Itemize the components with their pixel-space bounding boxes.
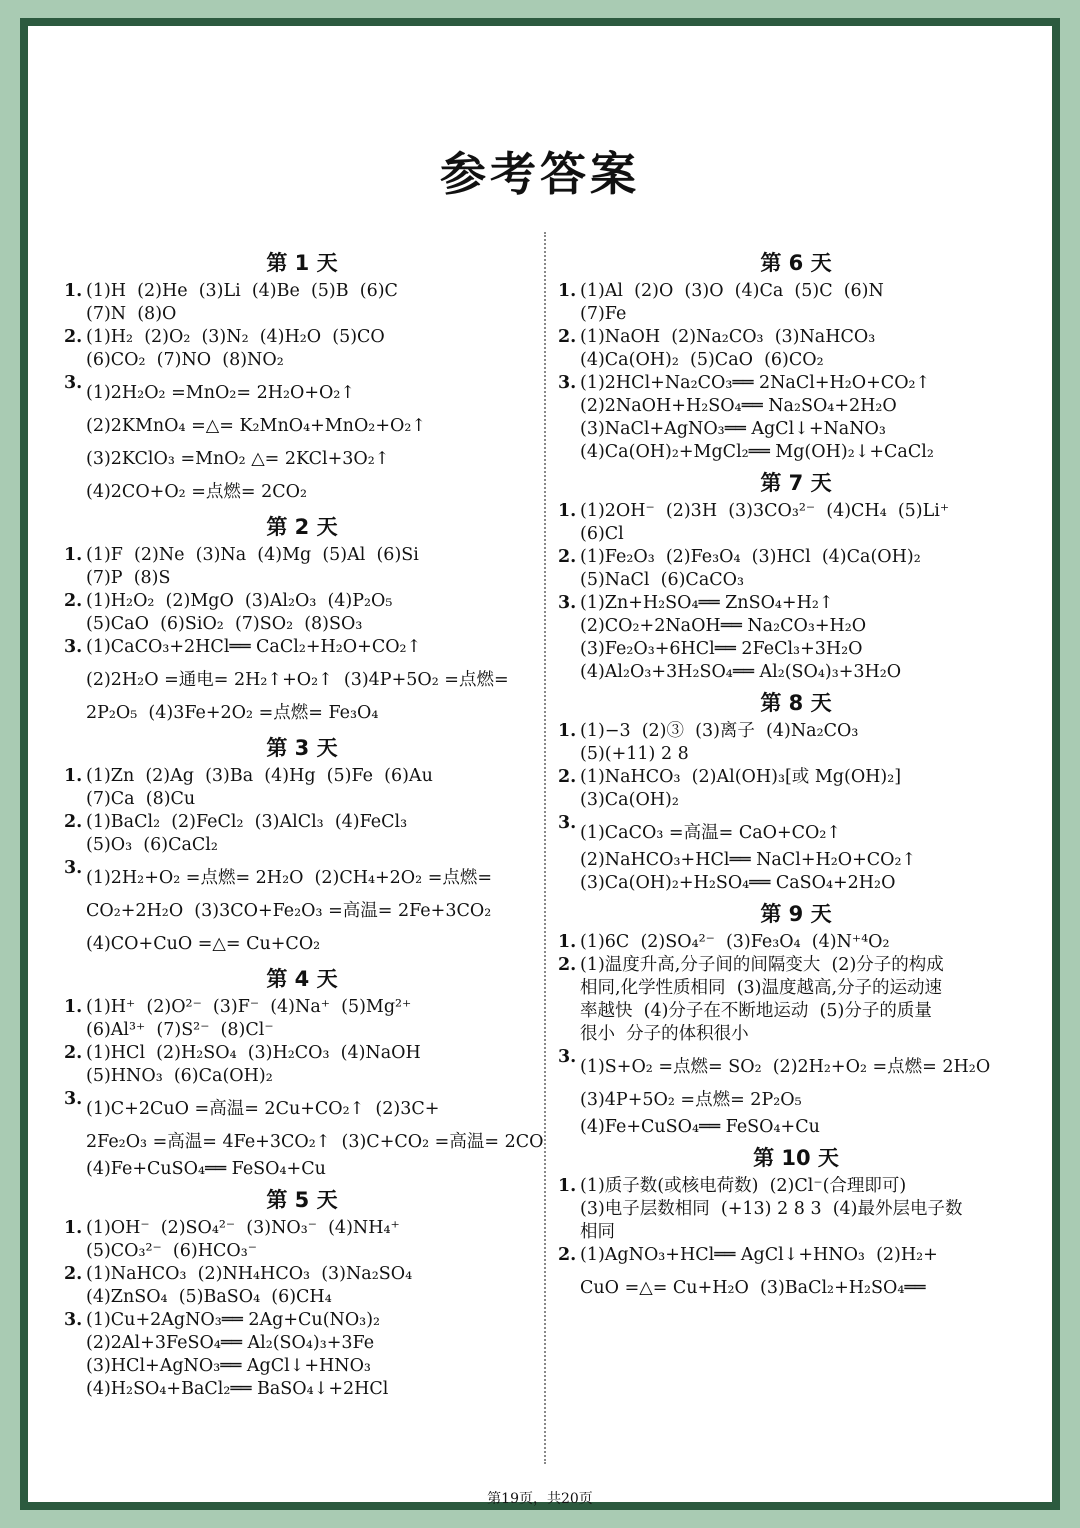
answer-line: 率越快 (4)分子在不断地运动 (5)分子的质量 — [580, 1001, 932, 1021]
answer-line: (1)质子数(或核电荷数) (2)Cl⁻(合理即可) — [580, 1176, 907, 1196]
answer-lines — [580, 500, 1034, 546]
answer-line: (2)2Al+3FeSO₄══ Al₂(SO₄)₃+3Fe — [86, 1333, 375, 1353]
answer-line: (7)Fe — [580, 304, 627, 324]
answer-line: (2)2NaOH+H₂SO₄══ Na₂SO₄+2H₂O — [580, 396, 897, 416]
answer-lines — [580, 954, 1034, 1046]
answer-line: (3)Ca(OH)₂+H₂SO₄══ CaSO₄+2H₂O — [580, 873, 896, 893]
day-section — [558, 248, 1034, 464]
answer-line: (1)NaHCO₃ (2)NH₄HCO₃ (3)Na₂SO₄ — [86, 1264, 413, 1284]
question-number: 1. — [64, 766, 83, 786]
right-column — [558, 248, 1034, 1308]
page-border — [20, 18, 1060, 1510]
answer-line: (5)NaCl (6)CaCO₃ — [580, 570, 745, 590]
answer-lines — [580, 546, 1034, 592]
answer-line: (1)温度升高,分子间的间隔变大 (2)分子的构成 — [580, 955, 944, 975]
answer-line: CuO =△= Cu+H₂O (3)BaCl₂+H₂SO₄══ — [580, 1278, 926, 1298]
answer-line: (1)F (2)Ne (3)Na (4)Mg (5)Al (6)Si — [86, 545, 419, 565]
answer-line: (4)Al₂O₃+3H₂SO₄══ Al₂(SO₄)₃+3H₂O — [580, 662, 902, 682]
day-title: 第 10 天 — [753, 1146, 839, 1170]
answer-line: (2)2H₂O =通电= 2H₂↑+O₂↑ (3)4P+5O₂ =点燃= — [86, 670, 509, 690]
page-title: 参考答案 — [440, 147, 640, 201]
question-number: 1. — [64, 1218, 83, 1238]
answer-line: (1)OH⁻ (2)SO₄²⁻ (3)NO₃⁻ (4)NH₄⁺ — [86, 1218, 400, 1238]
answer-lines — [580, 1175, 1034, 1244]
answer-line: (1)H (2)He (3)Li (4)Be (5)B (6)C — [86, 281, 398, 301]
answer-lines — [86, 590, 540, 636]
answer-line: (2)CO₂+2NaOH══ Na₂CO₃+H₂O — [580, 616, 867, 636]
answer-line: (2)NaHCO₃+HCl══ NaCl+H₂O+CO₂↑ — [580, 850, 917, 870]
answer-lines — [580, 1244, 1034, 1304]
question — [64, 857, 540, 960]
left-column — [64, 248, 544, 1405]
answer-line: (4)Ca(OH)₂ (5)CaO (6)CO₂ — [580, 350, 824, 370]
question-number: 2. — [64, 812, 83, 832]
question — [64, 1263, 540, 1309]
answer-line: (5)O₃ (6)CaCl₂ — [86, 835, 218, 855]
day-section — [64, 964, 544, 1181]
question-number: 1. — [558, 281, 577, 301]
question — [558, 546, 1034, 592]
question — [558, 500, 1034, 546]
question — [558, 1244, 1034, 1304]
day-section — [558, 688, 1034, 895]
question — [64, 1309, 540, 1401]
question — [64, 1088, 544, 1181]
answer-lines — [86, 372, 540, 508]
answer-line: (7)Ca (8)Cu — [86, 789, 196, 809]
answer-lines — [580, 812, 1034, 895]
question — [558, 766, 1034, 812]
answer-line: (4)Fe+CuSO₄══ FeSO₄+Cu — [580, 1117, 820, 1137]
answer-lines — [86, 1088, 543, 1181]
question — [558, 1175, 1034, 1244]
answer-line: (7)P (8)S — [86, 568, 171, 588]
answer-lines — [86, 996, 540, 1042]
question-number: 2. — [558, 1245, 577, 1265]
question — [64, 996, 540, 1042]
answer-line: (1)Zn+H₂SO₄══ ZnSO₄+H₂↑ — [580, 593, 834, 613]
question-number: 2. — [64, 1264, 83, 1284]
answer-line: (1)Zn (2)Ag (3)Ba (4)Hg (5)Fe (6)Au — [86, 766, 433, 786]
answer-line: (3)HCl+AgNO₃══ AgCl↓+HNO₃ — [86, 1356, 371, 1376]
answer-lines — [580, 1046, 1034, 1139]
answer-line: (2)2KMnO₄ =△= K₂MnO₄+MnO₂+O₂↑ — [86, 416, 427, 436]
answer-line: (1)H⁺ (2)O²⁻ (3)F⁻ (4)Na⁺ (5)Mg²⁺ — [86, 997, 412, 1017]
question-number: 1. — [558, 932, 577, 952]
question — [558, 592, 1034, 684]
answer-line: (5)HNO₃ (6)Ca(OH)₂ — [86, 1066, 273, 1086]
answer-line: (1)AgNO₃+HCl══ AgCl↓+HNO₃ (2)H₂+ — [580, 1245, 938, 1265]
page — [28, 26, 1052, 1502]
question — [64, 1042, 540, 1088]
question — [64, 280, 540, 326]
answer-lines — [580, 326, 1034, 372]
answer-line: 2Fe₂O₃ =高温= 4Fe+3CO₂↑ (3)C+CO₂ =高温= 2CO — [86, 1132, 544, 1152]
question-number: 2. — [558, 327, 577, 347]
answer-lines — [86, 811, 540, 857]
answer-line: (1)CaCO₃+2HCl══ CaCl₂+H₂O+CO₂↑ — [86, 637, 422, 657]
answer-line: 相同 — [580, 1222, 615, 1242]
answer-lines — [580, 931, 1034, 954]
question — [64, 636, 540, 729]
answer-lines — [86, 857, 540, 960]
answer-line: (1)2HCl+Na₂CO₃══ 2NaCl+H₂O+CO₂↑ — [580, 373, 931, 393]
answer-line: 很小 分子的体积很小 — [580, 1024, 749, 1044]
answer-line: (1)Al (2)O (3)O (4)Ca (5)C (6)N — [580, 281, 884, 301]
question — [64, 811, 540, 857]
day-section — [64, 248, 540, 508]
answer-line: (1)Fe₂O₃ (2)Fe₃O₄ (3)HCl (4)Ca(OH)₂ — [580, 547, 921, 567]
day-title: 第 9 天 — [760, 902, 832, 926]
question-number: 3. — [558, 813, 577, 833]
question-number: 2. — [64, 591, 83, 611]
day-title: 第 3 天 — [266, 736, 338, 760]
answer-line: (6)Cl — [580, 524, 624, 544]
answer-line: (5)CO₃²⁻ (6)HCO₃⁻ — [86, 1241, 257, 1261]
question-number: 1. — [558, 1176, 577, 1196]
day-title: 第 4 天 — [266, 967, 338, 991]
question — [64, 1217, 540, 1263]
answer-line: (4)Fe+CuSO₄══ FeSO₄+Cu — [86, 1159, 326, 1179]
answer-line: 2P₂O₅ (4)3Fe+2O₂ =点燃= Fe₃O₄ — [86, 703, 379, 723]
answer-line: (4)ZnSO₄ (5)BaSO₄ (6)CH₄ — [86, 1287, 332, 1307]
answer-line: (1)−3 (2)③ (3)离子 (4)Na₂CO₃ — [580, 721, 859, 741]
answer-lines — [86, 1263, 540, 1309]
question-number: 3. — [64, 858, 83, 878]
answer-lines — [86, 765, 540, 811]
question — [558, 931, 1034, 954]
answer-line: (4)H₂SO₄+BaCl₂══ BaSO₄↓+2HCl — [86, 1379, 389, 1399]
day-title: 第 7 天 — [760, 471, 832, 495]
question — [558, 280, 1034, 326]
question-number: 1. — [558, 501, 577, 521]
answer-line: (1)CaCO₃ =高温= CaO+CO₂↑ — [580, 823, 842, 843]
answer-lines — [580, 766, 1034, 812]
answer-line: (5)CaO (6)SiO₂ (7)SO₂ (8)SO₃ — [86, 614, 363, 634]
answer-lines — [86, 280, 540, 326]
question-number: 1. — [64, 281, 83, 301]
answer-line: (1)C+2CuO =高温= 2Cu+CO₂↑ (2)3C+ — [86, 1099, 440, 1119]
answer-lines — [86, 326, 540, 372]
question — [558, 326, 1034, 372]
answer-line: (1)H₂O₂ (2)MgO (3)Al₂O₃ (4)P₂O₅ — [86, 591, 393, 611]
answer-line: (1)2OH⁻ (2)3H (3)3CO₃²⁻ (4)CH₄ (5)Li⁺ — [580, 501, 950, 521]
answer-line: CO₂+2H₂O (3)3CO+Fe₂O₃ =高温= 2Fe+3CO₂ — [86, 901, 492, 921]
answer-line: (1)H₂ (2)O₂ (3)N₂ (4)H₂O (5)CO — [86, 327, 385, 347]
answer-line: (4)Ca(OH)₂+MgCl₂══ Mg(OH)₂↓+CaCl₂ — [580, 442, 934, 462]
answer-line: (4)2CO+O₂ =点燃= 2CO₂ — [86, 482, 308, 502]
question — [558, 812, 1034, 895]
question-number: 1. — [64, 997, 83, 1017]
answer-lines — [580, 280, 1034, 326]
question-number: 2. — [558, 767, 577, 787]
answer-lines — [86, 636, 540, 729]
answer-line: (1)S+O₂ =点燃= SO₂ (2)2H₂+O₂ =点燃= 2H₂O — [580, 1057, 991, 1077]
answer-line: (3)Fe₂O₃+6HCl══ 2FeCl₃+3H₂O — [580, 639, 863, 659]
answer-line: (1)BaCl₂ (2)FeCl₂ (3)AlCl₃ (4)FeCl₃ — [86, 812, 408, 832]
answer-lines — [86, 1217, 540, 1263]
question-number: 3. — [64, 637, 83, 657]
question — [558, 372, 1034, 464]
answer-lines — [86, 1309, 540, 1401]
question — [558, 720, 1034, 766]
day-section — [558, 468, 1034, 684]
answer-lines — [580, 720, 1034, 766]
question-number: 1. — [558, 721, 577, 741]
question-number: 2. — [64, 1043, 83, 1063]
question-number: 1. — [64, 545, 83, 565]
question-number: 3. — [558, 1047, 577, 1067]
answer-line: (6)CO₂ (7)NO (8)NO₂ — [86, 350, 284, 370]
answer-line: (3)2KClO₃ =MnO₂ △= 2KCl+3O₂↑ — [86, 449, 390, 469]
answer-line: (1)6C (2)SO₄²⁻ (3)Fe₃O₄ (4)N⁺⁴O₂ — [580, 932, 890, 952]
answer-line: 相同,化学性质相同 (3)温度越高,分子的运动速 — [580, 978, 943, 998]
answer-lines — [580, 372, 1034, 464]
answer-line: (3)NaCl+AgNO₃══ AgCl↓+NaNO₃ — [580, 419, 886, 439]
answer-line: (1)2H₂O₂ =MnO₂= 2H₂O+O₂↑ — [86, 383, 356, 403]
question-number: 2. — [558, 547, 577, 567]
day-title: 第 2 天 — [266, 515, 338, 539]
question-number: 2. — [64, 327, 83, 347]
day-title: 第 6 天 — [760, 251, 832, 275]
day-section — [558, 1143, 1034, 1304]
question-number: 3. — [558, 593, 577, 613]
answer-line: (4)CO+CuO =△= Cu+CO₂ — [86, 934, 321, 954]
answer-line: (1)NaOH (2)Na₂CO₃ (3)NaHCO₃ — [580, 327, 876, 347]
answer-line: (1)Cu+2AgNO₃══ 2Ag+Cu(NO₃)₂ — [86, 1310, 381, 1330]
answer-line: (3)Ca(OH)₂ — [580, 790, 679, 810]
day-section — [64, 733, 540, 960]
question-number: 3. — [64, 1089, 83, 1109]
answer-lines — [86, 1042, 540, 1088]
question — [558, 954, 1034, 1046]
answer-line: (3)4P+5O₂ =点燃= 2P₂O₅ — [580, 1090, 802, 1110]
answer-line: (3)电子层数相同 (+13) 2 8 3 (4)最外层电子数 — [580, 1199, 963, 1219]
question-number: 3. — [64, 1310, 83, 1330]
day-section — [64, 512, 540, 729]
answer-line: (1)HCl (2)H₂SO₄ (3)H₂CO₃ (4)NaOH — [86, 1043, 421, 1063]
answer-line: (5)(+11) 2 8 — [580, 744, 689, 764]
question-number: 3. — [64, 373, 83, 393]
answer-line: (1)2H₂+O₂ =点燃= 2H₂O (2)CH₄+2O₂ =点燃= — [86, 868, 493, 888]
question — [558, 1046, 1034, 1139]
answer-line: (6)Al³⁺ (7)S²⁻ (8)Cl⁻ — [86, 1020, 274, 1040]
answer-line: (7)N (8)O — [86, 304, 177, 324]
answer-lines — [86, 544, 540, 590]
question — [64, 326, 540, 372]
day-title: 第 5 天 — [266, 1188, 338, 1212]
question-number: 3. — [558, 373, 577, 393]
answer-lines — [580, 592, 1034, 684]
question — [64, 765, 540, 811]
question — [64, 372, 540, 508]
day-section — [558, 899, 1034, 1139]
day-title: 第 1 天 — [266, 251, 338, 275]
answer-line: (1)NaHCO₃ (2)Al(OH)₃[或 Mg(OH)₂] — [580, 767, 902, 787]
question — [64, 544, 540, 590]
column-divider — [544, 232, 546, 1464]
page-footer: 第19页，共20页 — [487, 1491, 593, 1507]
question-number: 2. — [558, 955, 577, 975]
day-section — [64, 1185, 540, 1401]
question — [64, 590, 540, 636]
day-title: 第 8 天 — [760, 691, 832, 715]
